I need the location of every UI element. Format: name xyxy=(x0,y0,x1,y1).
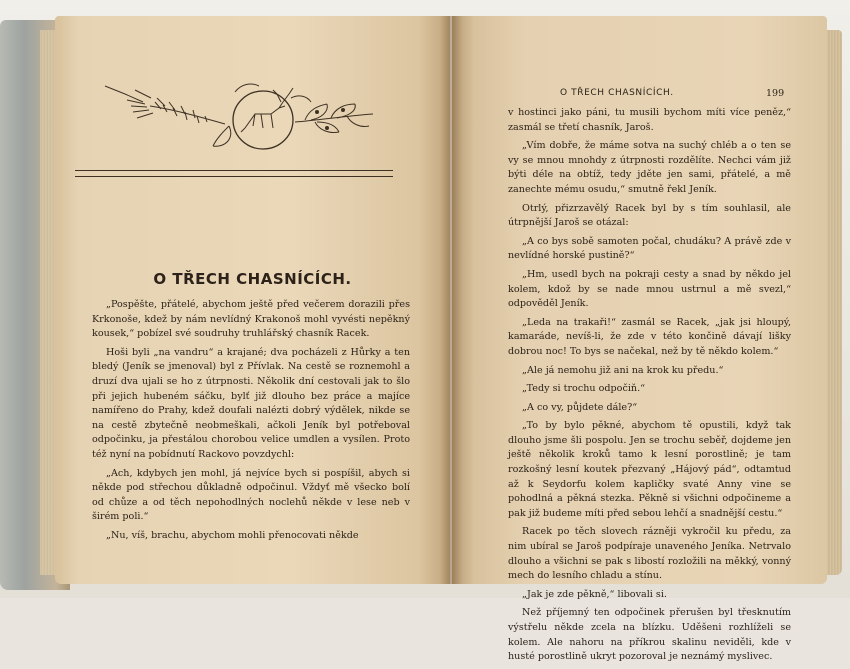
right-paragraph-6: „Leda na trakaři!“ zasmál se Racek, „jak jsi hloupý, kamaráde, nevíš-li, že zde v této končině dávají lišky dobrou noc! To bys se načekal, než by tě někdo kolem.“ xyxy=(508,316,791,357)
page-number: 199 xyxy=(766,88,785,99)
title-rule-bottom xyxy=(75,176,393,177)
running-head: O TŘECH CHASNÍCÍCH. xyxy=(560,88,674,98)
right-paragraph-8: „Tedy si trochu odpočiň.“ xyxy=(522,383,646,395)
right-paragraph-7: „Ale já nemohu již ani na krok ku předu.“ xyxy=(522,364,724,376)
right-paragraph-13: Než příjemný ten odpočinek přerušen byl třesknutím výstřelu někde zcela na blízku. Uděšeni rozhlíželi se kolem. Ale nahoru na příkrou skalinu neviděli, kde v husté porostlině ukryt pozoroval je neznámý myslivec. xyxy=(508,607,791,663)
right-paragraph-4: „A co bys sobě samoten počal, chudáku? A právě zde v nevlídné horské pustině?“ xyxy=(508,235,791,262)
title-rule-top xyxy=(75,170,393,171)
right-paragraph-9: „A co vy, půjdete dále?“ xyxy=(522,401,638,413)
right-paragraph-5: „Hm, usedl bych na pokraji cesty a snad by někdo jel kolem, kdož by se nade mnou ustrnul a mě svezl,“ odpověděl Jeník. xyxy=(508,268,791,310)
right-paragraph-11: Racek po těch slovech rázněji vykročil ku předu, za nim ubíral se Jaroš podpíraje unaveného Jeníka. Netrvalo dlouho a všichni se pak s libostí rozložili na měkký, vonný mech do lesního chladu a stínu. xyxy=(508,526,791,582)
right-paragraph-10: „To by bylo pěkné, abychom tě opustili, když tak dlouho jsme šli pospolu. Jen se trochu seběř, dojdeme jen ještě několik kroků tamo k lesní porostlině; je tam rozkošný lesní koutek přezvaný „Hájový pád“, odtamtud až k Seydorfu kolem kapličky svaté Anny vine se pohodlná a pěkná stezka. Pěkně si všichni odpočineme a pak již budeme míti před sebou lehčí a snadnější cestu.“ xyxy=(508,420,791,519)
left-page-body-text xyxy=(92,298,410,548)
right-paragraph-3: Otrlý, přizrzavělý Racek byl by s tím souhlasil, ale útrpnější Jaroš se otázal: xyxy=(508,202,791,229)
left-paragraph-3: „Ach, kdybych jen mohl, já nejvíce bych si pospíšil, abych si někde pod střechou důkladně odpočinul. Vždyť mě všecko bolí od chůze a od těch nepohodlných noclehů někde v lese neb v širém poli.“ xyxy=(92,467,410,523)
right-paragraph-12: „Jak je zde pěkně,“ libovali si. xyxy=(522,588,667,600)
headpiece-vignette-illustration xyxy=(95,76,375,166)
chapter-title: O TŘECH CHASNÍCÍCH. xyxy=(153,270,352,288)
right-page-body-text xyxy=(508,106,791,669)
left-paragraph-1: „Pospěšte, přátelé, abychom ještě před večerem dorazili přes Krkonoše, kdež by nám nevlídný Krakonoš mohl vyvésti nepěkný kousek,“ pobízel své soudruhy truhlářský chasník Racek. xyxy=(92,299,410,340)
right-paragraph-2: „Vím dobře, že máme sotva na suchý chléb a o ten se vy se mnou mnohdy z útrpnosti rozdělíte. Nechci vám již býti déle na obtíž, tedy jděte jen sami, přátelé, a mě zanechte mému osudu,“ smutně řekl Jeník. xyxy=(508,140,791,195)
left-paragraph-4: „Nu, víš, brachu, abychom mohli přenocovati někde xyxy=(106,529,359,541)
right-paragraph-1: v hostinci jako páni, tu musili bychom míti více peněz,“ zasmál se třetí chasník, Jaroš. xyxy=(508,107,791,133)
left-paragraph-2: Hoši byli „na vandru“ a krajané; dva pocházeli z Hůrky a ten bledý (Jeník se jmenoval) byl z Přívlak. Na cestě se roznemohl a druzí dva ujali se ho z útrpnosti. Několik dní cestovali jak to šlo při jejich hubeném sáčku, bylť již dlouho bez práce a majíce namířeno do Prahy, kdež doufali nalézti dobrý výdělek, nikde se na cestě zbytečně neobmeškali, ačkoli Jeník byl potřeboval odpočinku, ja přestálou chorobou velice umdlen a vysílen. Proto též nyní na pobídnutí Rackovo povzdychl: xyxy=(92,346,410,460)
book-gutter xyxy=(440,16,462,584)
